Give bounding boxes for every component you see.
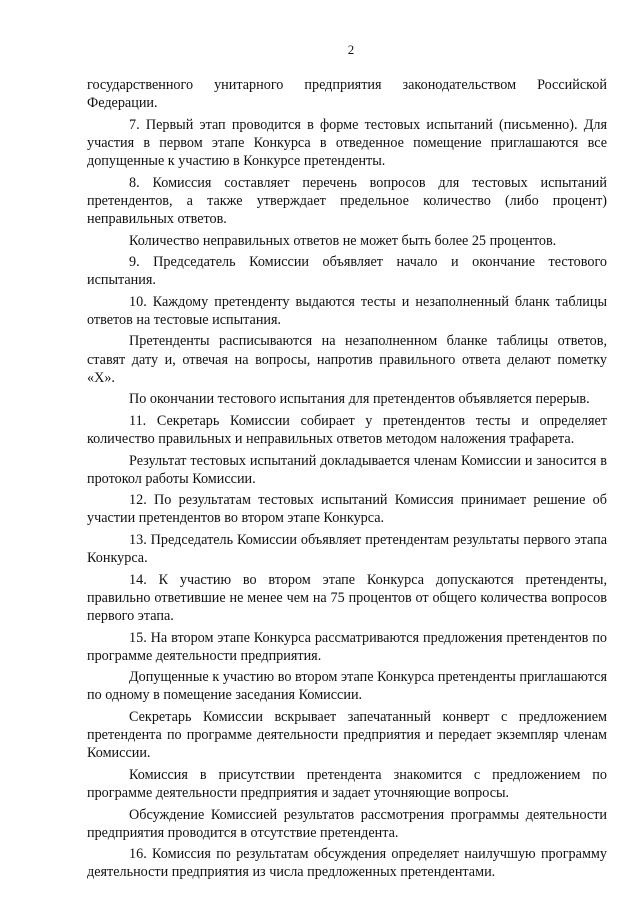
paragraph-item-7: 7. Первый этап проводится в форме тестовых испытаний (письменно). Для участия в первом этапе Конкурса в отведенное помещение приглашаются все допущенные к участию в Конкурсе претенденты. bbox=[87, 116, 607, 170]
paragraph-commission-review: Комиссия в присутствии претендента знакомится с предложением по программе деятельности предприятия и задает уточняющие вопросы. bbox=[87, 766, 607, 802]
paragraph-item-14: 14. К участию во втором этапе Конкурса допускаются претенденты, правильно ответившие не менее чем на 75 процентов от общего количества вопросов первого этапа. bbox=[87, 571, 607, 625]
paragraph-wrong-answers-limit: Количество неправильных ответов не может быть более 25 процентов. bbox=[129, 232, 557, 249]
paragraph-item-16: 16. Комиссия по результатам обсуждения определяет наилучшую программу деятельности предприятия из числа предложенных претендентами. bbox=[87, 846, 607, 881]
paragraph-item-15: 15. На втором этапе Конкурса рассматриваются предложения претендентов по программе деятельности предприятия. bbox=[87, 629, 607, 664]
paragraph-test-result: Результат тестовых испытаний докладывается членам Комиссии и заносится в протокол работы Комиссии. bbox=[87, 452, 607, 487]
paragraph-item-10: 10. Каждому претенденту выдаются тесты и незаполненный бланк таблицы ответов на тестовые испытания. bbox=[87, 293, 607, 328]
paragraph-item-13: 13. Председатель Комиссии объявляет претендентам результаты первого этапа Конкурса. bbox=[87, 531, 607, 567]
paragraph-break: По окончании тестового испытания для претендентов объявляется перерыв. bbox=[129, 391, 590, 408]
paragraph-admitted-candidates: Допущенные к участию во втором этапе Конкурса претенденты приглашаются по одному в помещение заседания Комиссии. bbox=[87, 669, 607, 704]
paragraph-item-9: 9. Председатель Комиссии объявляет начало и окончание тестового испытания. bbox=[87, 254, 607, 289]
paragraph-item-11: 11. Секретарь Комиссии собирает у претендентов тесты и определяет количество правильных и неправильных ответов методом наложения трафарета. bbox=[87, 412, 607, 448]
page-number: 2 bbox=[347, 42, 355, 57]
paragraph-item-8: 8. Комиссия составляет перечень вопросов для тестовых испытаний претендентов, а также утверждает предельное количество (либо процент) неправильных ответов. bbox=[87, 174, 607, 228]
paragraph-secretary-envelope: Секретарь Комиссии вскрывает запечатанный конверт с предложением претендента по программе деятельности предприятия и передает экземпляр членам Комиссии. bbox=[87, 708, 607, 762]
paragraph-answer-sheet: Претенденты расписываются на незаполненном бланке таблицы ответов, ставят дату и, отвечая на вопросы, напротив правильного ответа делают пометку «Х». bbox=[87, 333, 607, 386]
paragraph-item-12: 12. По результатам тестовых испытаний Комиссия принимает решение об участии претендентов во втором этапе Конкурса. bbox=[87, 492, 607, 527]
paragraph-continuation: государственного унитарного предприятия законодательством Российской Федерации. bbox=[87, 77, 607, 112]
paragraph-discussion: Обсуждение Комиссией результатов рассмотрения программы деятельности предприятия проводится в отсутствие претендента. bbox=[87, 806, 607, 841]
